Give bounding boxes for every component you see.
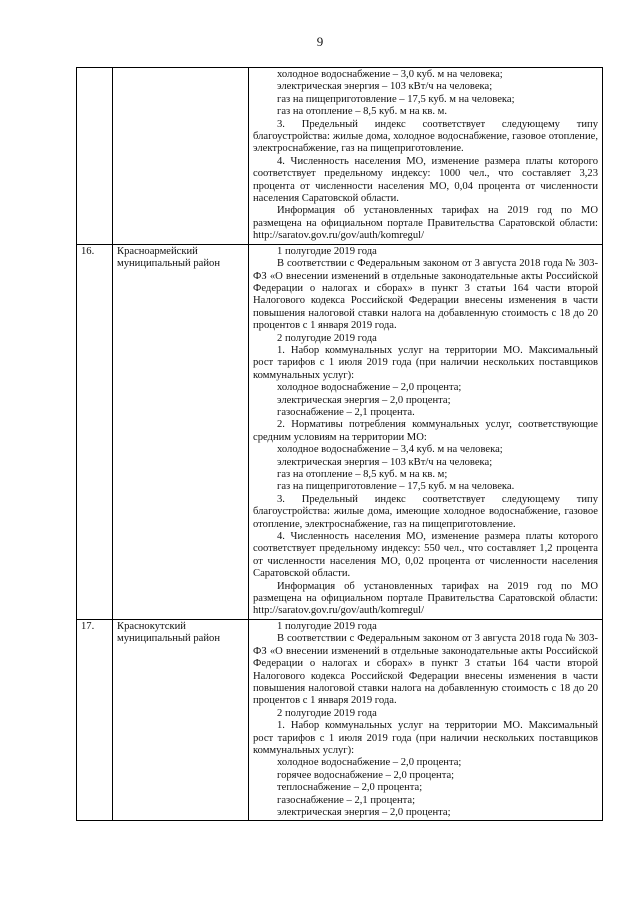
list-item: холодное водоснабжение – 2,0 процента; bbox=[277, 382, 462, 394]
list-item: холодное водоснабжение – 2,0 процента; bbox=[277, 757, 462, 769]
tariff-info-cell bbox=[249, 619, 603, 821]
table-row bbox=[77, 619, 603, 821]
list-item: холодное водоснабжение – 3,0 куб. м на человека; bbox=[277, 69, 503, 80]
list-item: газ на пищеприготовление – 17,5 куб. м на человека; bbox=[277, 93, 515, 105]
paragraph: 2. Нормативы потребления коммунальных услуг, соответствующие средним условиям на территории МО: bbox=[253, 419, 598, 443]
list-item: газоснабжение – 2,1 процента. bbox=[277, 406, 415, 418]
list-item: газ на пищеприготовление – 17,5 куб. м на человека. bbox=[277, 481, 515, 493]
list-item: газ на отопление – 8,5 куб. м на кв. м; bbox=[277, 469, 448, 480]
district-name: Краснокутский муниципальный район bbox=[113, 619, 249, 821]
paragraph: В соответствии с Федеральным законом от 3 августа 2018 года № 303-ФЗ «О внесении изменений в отдельные законодательные акты Российской Федерации о налогах и сборах» в пункт 3 статьи 164 части второй Налогового кодекса Российской Федерации внесены изменения в части повышения налоговой ставки налога на добавленную стоимость с 18 до 20 процентов с 1 января 2019 года. bbox=[253, 258, 598, 332]
list-item: электрическая энергия – 103 кВт/ч на человека; bbox=[277, 456, 493, 468]
paragraph: 1. Набор коммунальных услуг на территории МО. Максимальный рост тарифов с 1 июля 2019 года (при наличии нескольких поставщиков коммунальных услуг): bbox=[253, 344, 598, 381]
list-item: теплоснабжение – 2,0 процента; bbox=[277, 782, 423, 794]
list-item: газ на отопление – 8,5 куб. м на кв. м. bbox=[277, 106, 448, 118]
list-item: электрическая энергия – 2,0 процента; bbox=[277, 806, 451, 818]
table-row bbox=[77, 68, 603, 245]
row-number: 16. bbox=[77, 244, 113, 619]
list-item: холодное водоснабжение – 3,4 куб. м на человека; bbox=[277, 444, 503, 456]
list-item: газоснабжение – 2,1 процента; bbox=[277, 794, 416, 806]
paragraph: Информация об установленных тарифах на 2019 год по МО размещена на официальном портале Правительства Саратовской области: http://saratov.gov.ru/gov/auth/komregul/ bbox=[253, 205, 598, 242]
tariff-info-cell bbox=[249, 244, 603, 619]
row-number: 17. bbox=[77, 619, 113, 821]
paragraph: 1. Набор коммунальных услуг на территории МО. Максимальный рост тарифов с 1 июля 2019 года (при наличии нескольких поставщиков коммунальных услуг): bbox=[253, 720, 598, 756]
paragraph: 1 полугодие 2019 года bbox=[277, 245, 377, 257]
paragraph: 3. Предельный индекс соответствует следующему типу благоустройства: жилые дома, имеющие холодное водоснабжение, газовое отопление, электроснабжение, газ на пищеприготовление. bbox=[253, 493, 598, 530]
district-name: Красноармейский муниципальный район bbox=[113, 244, 249, 619]
tariff-table bbox=[76, 67, 603, 821]
list-item: электрическая энергия – 2,0 процента; bbox=[277, 394, 451, 406]
table-row bbox=[77, 244, 603, 619]
page-number: 9 bbox=[316, 34, 324, 49]
paragraph: Информация об установленных тарифах на 2019 год по МО размещена на официальном портале Правительства Саратовской области: http://saratov.gov.ru/gov/auth/komregul/ bbox=[253, 580, 598, 617]
paragraph: 1 полугодие 2019 года bbox=[277, 620, 377, 632]
paragraph: 4. Численность населения МО, изменение размера платы которого соответствует предельному индексу: 550 чел., что составляет 1,2 процента от численности населения МО, 0,02 процента от численности населения Саратовской области. bbox=[253, 531, 598, 580]
list-item: электрическая энергия – 103 кВт/ч на человека; bbox=[277, 81, 493, 93]
paragraph: 2 полугодие 2019 года bbox=[277, 707, 377, 719]
paragraph: 2 полугодие 2019 года bbox=[277, 332, 377, 344]
paragraph: 3. Предельный индекс соответствует следующему типу благоустройства: жилые дома, холодное водоснабжение, газовое отопление, электроснабжение, газ на пищеприготовление. bbox=[253, 118, 598, 155]
row-number bbox=[77, 68, 113, 245]
tariff-info-cell bbox=[249, 68, 603, 245]
paragraph: 4. Численность населения МО, изменение размера платы которого соответствует предельному индексу: 1000 чел., что составляет 3,23 процента от численности населения МО, 0,04 процента от численности населения Саратовской области. bbox=[253, 155, 598, 205]
paragraph: В соответствии с Федеральным законом от 3 августа 2018 года № 303-ФЗ «О внесении изменений в отдельные законодательные акты Российской Федерации о налогах и сборах» в пункт 3 статьи 164 части второй Налогового кодекса Российской Федерации внесены изменения в части повышения налоговой ставки налога на добавленную стоимость с 18 до 20 процентов с 1 января 2019 года. bbox=[253, 633, 598, 707]
list-item: горячее водоснабжение – 2,0 процента; bbox=[277, 769, 455, 781]
district-name bbox=[113, 68, 249, 245]
